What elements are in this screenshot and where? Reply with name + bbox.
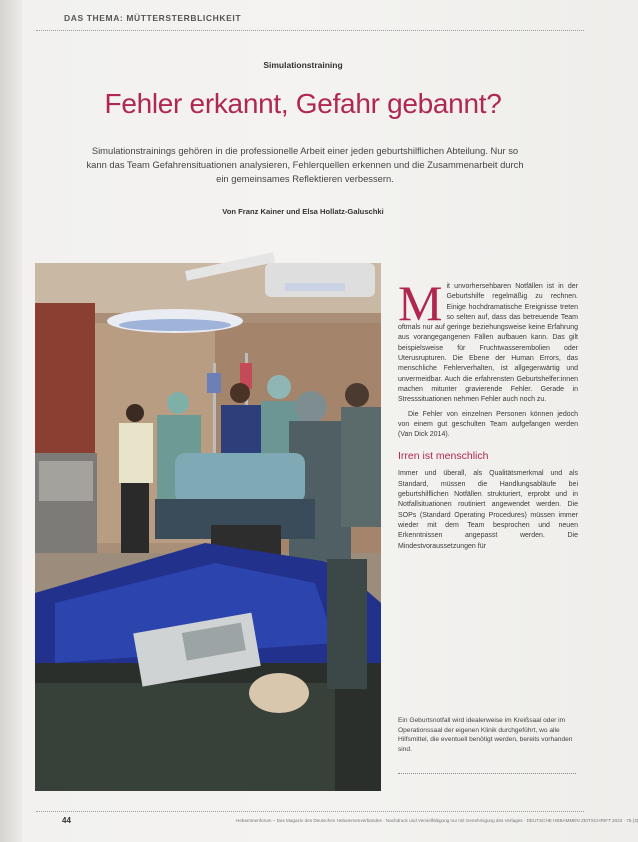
- footer-citation: Hebammenforum – Das Magazin des Deutschen Hebammenverbandes · Nachdruck und Vervielfältigung nur mit Genehmigung des Verlages · DEUTSCHE HEBAMMEN ZEITSCHRIFT 2023 · 75 (3): [236, 818, 638, 823]
- caption-divider: [398, 773, 576, 774]
- article-kicker: Simulationstraining: [263, 60, 343, 70]
- body-paragraph-3: Immer und überall, als Qualitätsmerkmal und als Standard, müssen die Handlungsabläufe bei geburtshilflichen Notfällen strukturiert, erprobt und in Notfallsituationen routiniert angewendet werden. Die SOPs (Standard Operating Procedures) müssen immer wieder mit dem Team besprochen und neuen Erkenntnissen angepasst werden. Die Mindestvoraussetzungen für: [398, 470, 578, 550]
- surgical-team-photo: [35, 263, 381, 791]
- section-subhead: Irren ist menschlich: [398, 450, 489, 463]
- photo-caption: Ein Geburtsnotfall wird idealerweise im Kreißsaal oder im Operationssaal der eigenen Klinik durchgeführt, wo alle Hilfsmittel, die eventuell benötigt werden, bereits vorhanden sind.: [398, 717, 573, 753]
- section-label: DAS THEMA: MÜTTERSTERBLICHKEIT: [64, 13, 242, 23]
- body-paragraph-2: Die Fehler von einzelnen Personen können jedoch von einem gut geschulten Team aufgefangen werden (Van Dick 2014).: [398, 410, 578, 439]
- article-lede: Simulationstrainings gehören in die professionelle Arbeit einer jeden geburtshilflichen Abteilung. Nur so kann das Team Gefahrensituationen analysieren, Fehlerquellen erkennen und die Zusammenarbeit durch ein gemeinsames Reflektieren verbessern.: [86, 145, 524, 184]
- article-title: Fehler erkannt, Gefahr gebannt?: [104, 88, 502, 119]
- header-divider: [36, 30, 584, 31]
- article-body-column: [398, 275, 578, 556]
- body-paragraph-1: it unvorhersehbaren Notfällen ist in der Geburtshilfe regelmäßig zu rechnen. Einige hochdramatische Ereignisse treten so selten auf, dass das betreuende Team oftmals nur auf geringe beziehungsweise keine Erfahrung aus vorangegangenen Fällen aufbauen kann. Das gilt beispielsweise für Fruchtwasserembolien oder Uterusrupturen. Die Ebene der Human Errors, das menschliche Fehlerverhalten, ist allgegenwärtig und unvermeidbar. Auch die erfahrensten Geburtshelfer:innen machen mitunter gravierende Fehler. Gerade in Stresssituationen nehmen Fehler auch noch zu.: [398, 283, 578, 404]
- page-spine-shadow: [0, 0, 22, 842]
- dropcap-letter: M: [398, 275, 443, 331]
- page-number: 44: [62, 816, 71, 825]
- article-byline: Von Franz Kainer und Elsa Hollatz-Galuschki: [222, 207, 384, 216]
- footer-divider: [36, 811, 584, 812]
